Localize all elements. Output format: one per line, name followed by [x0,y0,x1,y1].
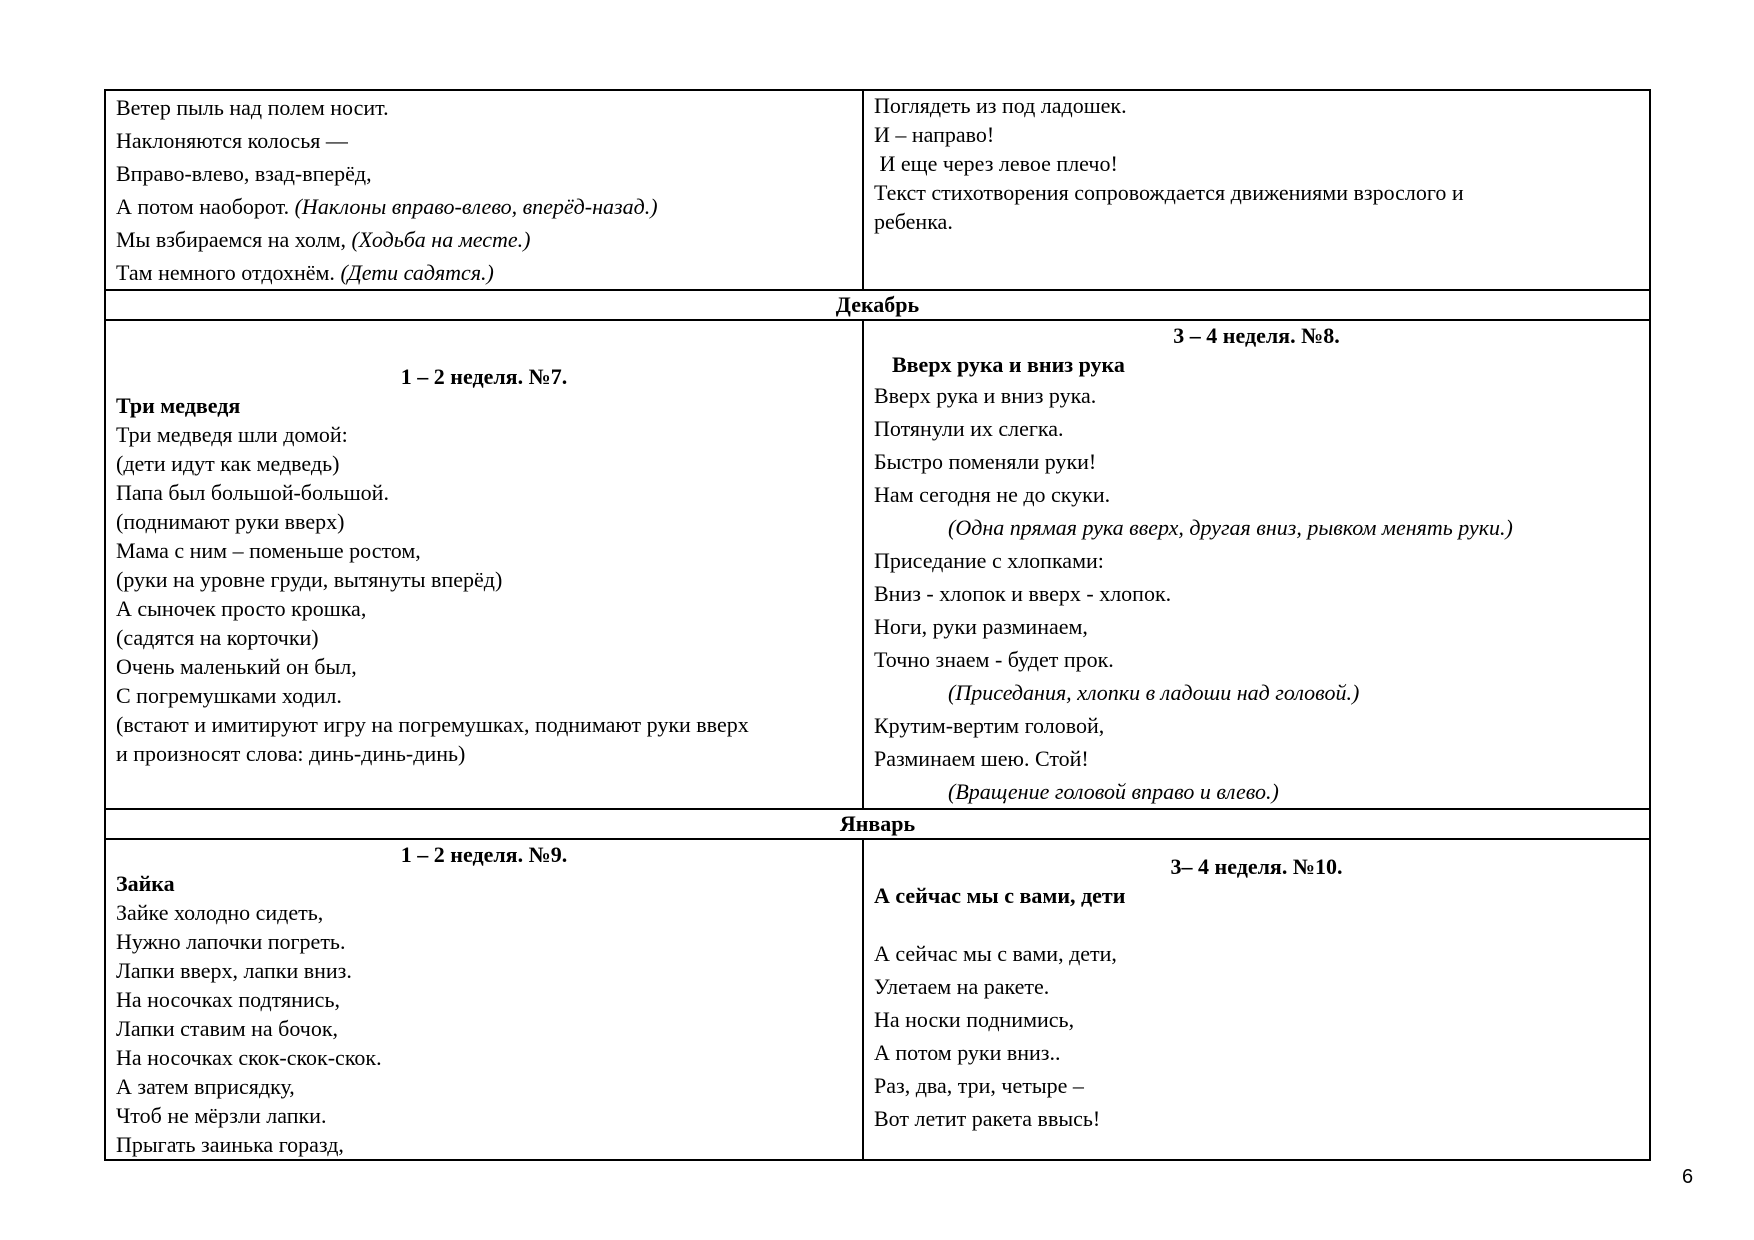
exercise-title: Три медведя [116,393,241,418]
stage-direction: (Дети садятся.) [340,260,494,285]
poem-line: ребенка. [874,209,953,234]
poem-line: И еще через левое плечо! [874,151,1118,176]
poem-line: А сыночек просто крошка, [116,596,367,621]
poem-line: (поднимают руки вверх) [116,509,345,534]
poem-line: Вправо-влево, взад-вперёд, [116,161,372,186]
poem-line: (руки на уровне груди, вытянуты вперёд) [116,567,503,592]
january-right-cell [863,839,1650,1160]
exercise-title: А сейчас мы с вами, дети [874,883,1126,908]
poem-line: На носки поднимись, [874,1007,1075,1032]
table-row-january [105,839,1650,1160]
poem-line: Лапки ставим на бочок, [116,1016,339,1041]
poem-line: Чтоб не мёрзли лапки. [116,1103,327,1128]
poem-line: Вниз - хлопок и вверх - хлопок. [874,581,1172,606]
stage-direction: (Наклоны вправо-влево, вперёд-назад.) [294,194,658,219]
december-left-cell [105,320,863,809]
december-right-cell [863,320,1650,809]
poem-line: Приседание с хлопками: [874,548,1104,573]
poem-line: А потом наоборот. (Наклоны вправо-влево, вперёд-назад.) [116,194,658,219]
exercise-title: Вверх рука и вниз рука [892,352,1125,377]
month-row-december [105,290,1650,320]
poem-line: (дети идут как медведь) [116,451,340,476]
poem-line: (садятся на корточки) [116,625,319,650]
stage-direction: (Вращение головой вправо и влево.) [948,779,1279,804]
poem-line: Папа был большой-большой. [116,480,389,505]
poem-line: Крутим-вертим головой, [874,713,1105,738]
week-heading: 1 – 2 неделя. №9. [400,842,568,867]
poem-line: Потянули их слегка. [874,416,1064,441]
poem-line: Ветер пыль над полем носит. [116,95,389,120]
continuation-right-cell [863,90,1650,290]
continuation-left-cell [105,90,863,290]
poem-line: Зайке холодно сидеть, [116,900,324,925]
december-left-content [106,321,862,768]
poem-line: Наклоняются колосья — [116,128,348,153]
stage-direction: (Приседания, хлопки в ладоши над головой.) [948,680,1360,705]
month-title-december: Декабрь [105,290,1650,320]
poem-line: Нужно лапочки погреть. [116,929,346,954]
poem-line: А потом руки вниз.. [874,1040,1061,1065]
stage-direction: (Одна прямая рука вверх, другая вниз, рывком менять руки.) [948,515,1513,540]
poem-line: Три медведя шли домой: [116,422,348,447]
continuation-left-text [106,91,862,289]
stage-direction: (Ходьба на месте.) [351,227,531,252]
poem-line: Мы взбираемся на холм, (Ходьба на месте.) [116,227,531,252]
poem-line: Разминаем шею. Стой! [874,746,1089,771]
lesson-table [104,89,1651,1161]
poem-line: Вверх рука и вниз рука. [874,383,1097,408]
poem-line: Там немного отдохнём. (Дети садятся.) [116,260,494,285]
month-row-january [105,809,1650,839]
poem-line: и произносят слова: динь-динь-динь) [116,741,466,766]
december-right-content [864,321,1649,808]
poem-line: На носочках подтянись, [116,987,340,1012]
poem-line: Поглядеть из под ладошек. [874,93,1127,118]
poem-line: А затем вприсядку, [116,1074,295,1099]
poem-line: И – направо! [874,122,995,147]
continuation-right-text [864,91,1649,236]
poem-line: (встают и имитируют игру на погремушках, поднимают руки вверх [116,712,749,737]
week-heading: 3 – 4 неделя. №8. [1173,323,1340,348]
january-left-cell [105,839,863,1160]
exercise-title: Зайка [116,871,175,896]
poem-line: Мама с ним – поменьше ростом, [116,538,421,563]
poem-line: На носочках скок-скок-скок. [116,1045,382,1070]
poem-line: Быстро поменяли руки! [874,449,1097,474]
table-row-december [105,320,1650,809]
poem-line: Текст стихотворения сопровождается движениями взрослого и [874,180,1464,205]
poem-line: Раз, два, три, четыре – [874,1073,1084,1098]
poem-line: Нам сегодня не до скуки. [874,482,1111,507]
poem-line: А сейчас мы с вами, дети, [874,941,1117,966]
poem-line: Улетаем на ракете. [874,974,1050,999]
poem-line: С погремушками ходил. [116,683,342,708]
poem-line: Ноги, руки разминаем, [874,614,1088,639]
table-row-continuation [105,90,1650,290]
page-number: 6 [1682,1166,1694,1188]
poem-line: Прыгать заинька горазд, [116,1132,344,1157]
january-right-content [864,840,1649,1135]
week-heading: 1 – 2 неделя. №7. [400,364,568,389]
january-left-content [106,840,862,1159]
poem-line: Очень маленький он был, [116,654,357,679]
week-heading: 3– 4 неделя. №10. [1170,854,1343,879]
poem-line: Точно знаем - будет прок. [874,647,1114,672]
poem-line: Лапки вверх, лапки вниз. [116,958,352,983]
poem-line: Вот летит ракета ввысь! [874,1106,1101,1131]
month-title-january: Январь [105,809,1650,839]
